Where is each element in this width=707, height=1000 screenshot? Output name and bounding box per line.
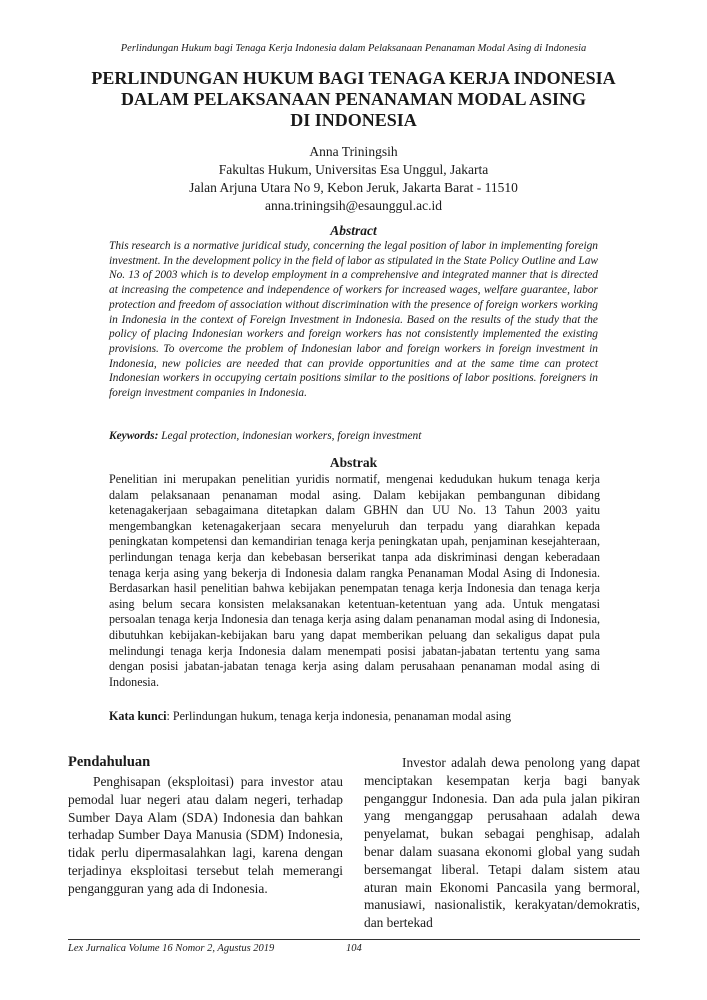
abstrak-keywords: [109, 709, 600, 724]
footer-divider: [68, 939, 640, 940]
running-header: Perlindungan Hukum bagi Tenaga Kerja Indonesia dalam Pelaksanaan Penanaman Modal Asing di Indonesia: [120, 43, 587, 54]
author-name: Anna Triningsih: [309, 144, 398, 159]
author-address: Jalan Arjuna Utara No 9, Kebon Jeruk, Jakarta Barat - 11510: [189, 180, 518, 195]
intro-paragraph-left: Penghisapan (eksploitasi) para investor atau pemodal luar negeri atau dalam negeri, terhadap Sumber Daya Alam (SDA) Indonesia dan bahkan terhadap Sumber Daya Manusia (SDM) Indonesia, tidak perlu dipermasalahkan lagi, karena dengan terjadinya eksploitasi tersebut telah memerangi pengangguran yang ada di Indonesia.: [68, 774, 343, 896]
author-affiliation: Fakultas Hukum, Universitas Esa Unggul, Jakarta: [218, 162, 489, 177]
footer-journal-info: Lex Jurnalica Volume 16 Nomor 2, Agustus 2019: [68, 943, 275, 954]
keywords-label: Keywords:: [109, 430, 159, 442]
author-block: [60, 143, 647, 215]
page-number: 104: [346, 943, 362, 954]
abstrak-text: Penelitian ini merupakan penelitian yuridis normatif, mengenai kedudukan hukum tenaga kerja dalam pelaksanaan penanaman modal asing. Dalam kebijakan pembangunan dibidang ketenagakerjaan sebagaimana ditetapkan dalam GBHN dan UU No. 13 Tahun 2003 yaitu mengembangkan ketenagakerjaan secara menyeluruh dan terpadu yang diarahkan kepada peningkatan kompetensi dan kemandirian tenaga kerja peningkatan upah, penjaminan kesejahteraan, perlindungan tenaga kerja dan kebebasan berserikat tanpa ada diskriminasi dengan keberadaan tenaga kerja asing yang bekerja di Indonesia dalam rangka Penanaman Modal Asing di Indonesia. Berdasarkan hasil penelitian bahwa kebijakan penempatan tenaga kerja Indonesia dan tenaga kerja asing belum secara konsisten melaksanakan ketentuan-ketentuan yang ada. Untuk mengatasi persoalan tenaga kerja Indonesia dan tenaga kerja asing dalam penanaman modal asing di Indonesia, dibutuhkan kebijakan-kebijakan baru yang dapat memberikan peluang dan sekaligus dapat pula melindungi tenaga kerja Indonesia dalam menempati posisi jabatan-jabatan tertentu yang sama dengan posisi jabatan-jabatan tenaga kerja asing dalam perusahaan penanaman modal asing di Indonesia.: [109, 472, 600, 689]
left-column: [68, 753, 343, 898]
intro-paragraph-right: Investor adalah dewa penolong yang dapat menciptakan kesempatan kerja bagi banyak penganggur Indonesia. Dan ada pula jalan pikiran yang menganggap perusahaan adalah dewa penyelamat, bukan sebagai penghisap, adalah benar dalam suasana ekonomi global yang sudah bersemangat liberal. Tetapi dalam sistem atau aturan main Ekonomi Pancasila yang bermoral, manusiawi, nasionalistik, kerakyatan/demokratis, dan bertekad: [364, 755, 640, 931]
abstract-heading: Abstract: [330, 223, 377, 238]
right-column: [364, 754, 640, 932]
kata-kunci-label: Kata kunci: [109, 709, 167, 723]
abstract-keywords: [109, 430, 598, 442]
abstrak-heading: Abstrak: [329, 455, 378, 470]
abstract-text: This research is a normative juridical study, concerning the legal position of labor in implementing foreign investment. In the development policy in the field of labor as stipulated in the State Policy Outline and Law No. 13 of 2003 which is to develop employment in a comprehensive and integrated manner that is directed at increasing the competence and independence of workers for increased wages, welfare guarantee, labor protection and freedom of association without discrimination with the presence of foreign workers working in Indonesia in the context of Foreign Investment in Indonesia. Based on the results of the study that the policy of placing Indonesian workers and foreign workers has not consistently implemented the existing provisions. To overcome the problem of Indonesian labor and foreign workers in foreign investment in Indonesia, new policies are needed that can provide opportunities and at the same time can protect Indonesian workers in occupying certain positions similar to the positions of labor positions. foreigners in foreign investment companies in Indonesia.: [109, 240, 598, 400]
author-email[interactable]: anna.triningsih@esaunggul.ac.id: [264, 198, 443, 213]
section-heading-pendahuluan: Pendahuluan: [68, 754, 151, 770]
title-line: DALAM PELAKSANAAN PENANAMAN MODAL ASING: [120, 89, 586, 109]
keywords-text: Legal protection, indonesian workers, foreign investment: [161, 430, 422, 442]
paper-title: [60, 68, 647, 131]
title-line: PERLINDUNGAN HUKUM BAGI TENAGA KERJA INDONESIA: [91, 68, 616, 88]
title-line: DI INDONESIA: [290, 110, 417, 130]
kata-kunci-text: : Perlindungan hukum, tenaga kerja indonesia, penanaman modal asing: [166, 709, 512, 723]
